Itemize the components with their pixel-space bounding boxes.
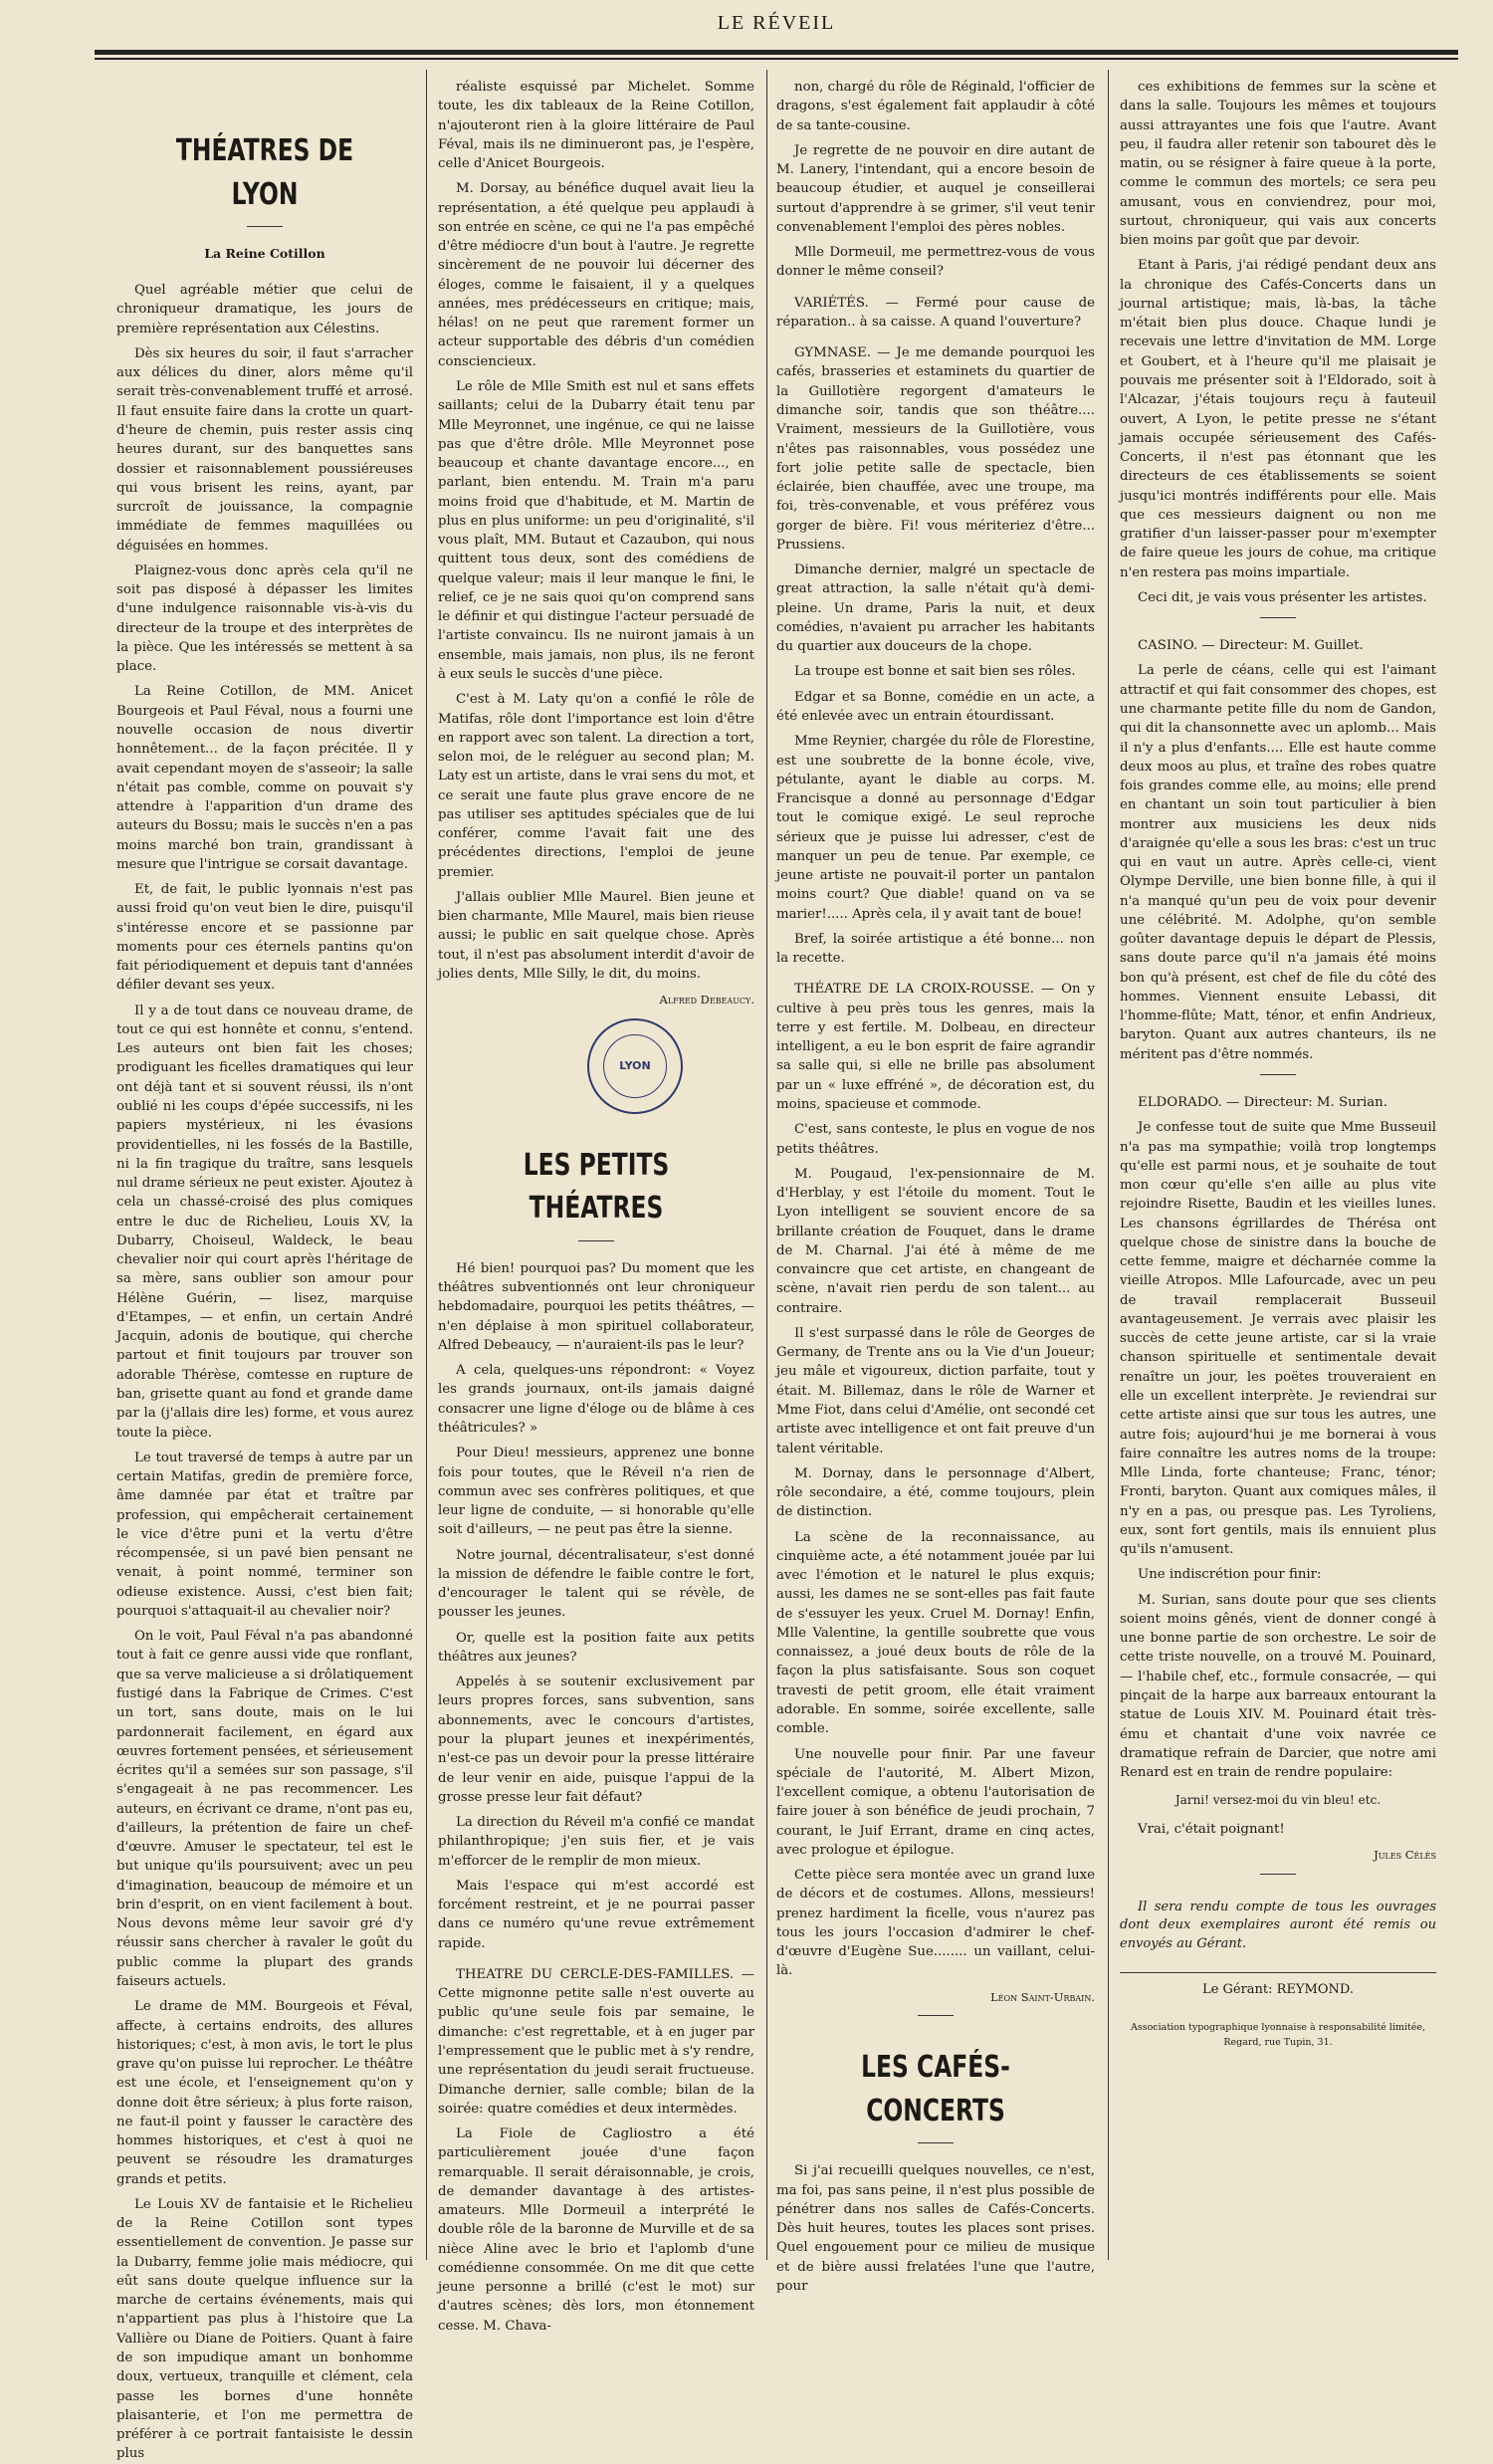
paragraph: Pour Dieu! messieurs, apprenez une bonne fois pour toutes, que le Réveil n'a rien de commun avec ses confrères politiques, et que leur ligne de conduite, — si honorable qu'elle soit d'ailleurs, — ne peut pas être la sienne.	[438, 1446, 754, 1538]
section-gymnase: GYMNASE. — Je me demande pourquoi les cafés, brasseries et estaminets du quartier de la Guillotière regorgent d'amateurs le dimanche soir, tandis que son théâtre.... Vraiment, messieurs de la Guillotière, vous n'êtes pas raisonnables, vous possédez une fort jolie petite salle de spectacle, bien éclairée, bien chauffée, avec une troupe, ma foi, très-convenable, et vous préférez vous gorger de bière. Fi! vous mériteriez d'être... Prussiens.	[776, 345, 1095, 553]
paragraph: Il y a de tout dans ce nouveau drame, de tout ce qui est honnête et connu, s'entend. Les auteurs ont bien fait les choses; prodiguant les ficelles dramatiques qui leur ont déjà tant et si souvent réussi, ils n'ont oublié ni les coups d'épée successifs, ni les papiers mystérieux, ni les évasions providentielles, ni les fossés de la Bastille, ni la fin tragique du traître, sans lesquels nul drame sérieux ne peut exister. Ajoutez à cela un chassé-croisé des plus comiques entre le duc de Richelieu, Louis XV, la Dubarry, Choiseul, Waldeck, le beau chevalier noir qui court après l'héritage de sa mère, sans oublier son amour pour Hélène Guérin, — lisez, marquise d'Etampes, — et enfin, un certain André Jacquin, adonis de boutique, qui cherche partout et finit toujours par trouver son adorable Thérèse, comtesse en rupture de ban, grisette quant au fond et grande dame par la (j'allais dire les) forme, et vous aurez toute la pièce.	[116, 1003, 413, 1441]
paragraph: A cela, quelques-uns répondront: « Voyez les grands journaux, ont-ils jamais daigné consacrer une ligne d'éloge ou de blâme à ces théâtricules? »	[438, 1363, 754, 1437]
section-croix-rousse: THÉATRE DE LA CROIX-ROUSSE. — On y cultive à peu près tous les genres, mais la terre y est fertile. M. Dolbeau, en directeur intelligent, a eu le bon esprit de faire agrandir sa salle qui, si elle ne brille pas absolument par un « luxe effréné », de décoration est, du moins, spacieuse et commode.	[776, 982, 1095, 1113]
gerant-line: Le Gérant: REYMOND.	[1202, 1982, 1354, 1998]
paragraph: M. Surian, sans doute pour que ses clients soient moins gênés, vient de donner congé à une bonne partie de son orchestre. Le soir de cette triste nouvelle, on a trouvé M. Pouinard, — l'habile chef, etc., formule consacrée, — qui pinçait de la harpe aux barreaux entourant la statue de Louis XIV. M. Pouinard était très-ému et chantait d'une voix navrée ce dramatique refrain de Darcier, que notre ami Renard est en train de rendre populaire:	[1120, 1592, 1436, 1781]
paragraph: Il s'est surpassé dans le rôle de Georges de Germany, de Trente ans ou la Vie d'un Joueur; jeu mâle et vigoureux, diction parfaite, tout y était. M. Billemaz, dans le rôle de Warner et Mme Fiot, dans celui d'Amélie, ont secondé cet artiste avec intelligence et ont fait preuve d'un talent véritable.	[776, 1325, 1095, 1456]
imprint	[1120, 2020, 1436, 2050]
paragraph: Une nouvelle pour finir. Par une faveur spéciale de l'autorité, M. Albert Mizon, l'excellent comique, a obtenu l'autorisation de faire jouer à son bénéfice de jeudi prochain, 7 courant, le Juif Errant, drame en cinq actes, avec prologue et épilogue.	[776, 1746, 1095, 1858]
paragraph: Mais l'espace qui m'est accordé est forcément restreint, et je ne pourrai passer dans ce numéro qu'une revue extrêmement rapide.	[438, 1878, 754, 1951]
gerant-rule	[1120, 1972, 1436, 1973]
imprint-line-2: Regard, rue Tupin, 31.	[1223, 2037, 1333, 2049]
paragraph: Le drame de MM. Bourgeois et Féval, affecte, à certains endroits, des allures historiques; c'est, à mon avis, le tort le plus grave qu'on puisse lui reprocher. Le théâtre est une école, et l'enseignement qu'on y donne doit être sérieux; à plus forte raison, ne faut-il point y fausser le caractère des hommes historiques, et c'est à quoi ne peuvent se résoudre les dramaturges grands et petits.	[116, 1999, 413, 2187]
paragraph: La scène de la reconnaissance, au cinquième acte, a été notamment jouée par lui avec l'émotion et le naturel le plus exquis; aussi, les dames ne se sont-elles pas fait faute de s'essuyer les yeux. Cruel M. Dornay! Enfin, Mlle Valentine, la gentille soubrette que vous connaissez, a joué deux bouts de rôle de la façon la plus satisfaisante. Sous son coquet travesti de petit groom, elle était vraiment adorable. En somme, soirée excellente, salle comble.	[776, 1529, 1095, 1737]
paragraph: On le voit, Paul Féval n'a pas abandonné tout à fait ce genre aussi vide que ronflant, que sa verve malicieuse a si drôlatiquement fustigé dans la Fabrique de Crimes. C'est un tort, sans doute, mais on le lui pardonnerait facilement, en égard aux œuvres fortement pensées, et sérieusement écrites qu'il a semées sur son passage, s'il s'engageait à ne pas recommencer. Les auteurs, en écrivant ce drame, n'ont pas eu, d'ailleurs, la prétention de faire un chef-d'œuvre. Amuser le spectateur, tel est le but unique qu'ils poursuivent; avec un peu d'imagination, beaucoup de mémoire et un brin d'esprit, on en vient facilement à bout. Nous devons même leur savoir gré d'y réussir sans chercher à ravaler le goût du public comme la plupart des grands faiseurs actuels.	[116, 1629, 413, 1989]
masthead-rule	[95, 50, 1458, 55]
paragraph: La direction du Réveil m'a confié ce mandat philanthropique; j'en suis fier, et je vais m'efforcer de le remplir de mon mieux.	[438, 1815, 754, 1869]
paragraph: Mlle Dormeuil, me permettrez-vous de vous donner le même conseil?	[776, 245, 1095, 280]
signature-debeaucy: Alfred Debeaucy.	[659, 993, 754, 1008]
subheading-reine-cotillon: La Reine Cotillon	[204, 246, 325, 261]
signature-celes: Jules Célès	[1374, 1847, 1436, 1862]
paragraph: Bref, la soirée artistique a été bonne... non la recette.	[776, 931, 1095, 967]
paragraph: ces exhibitions de femmes sur la scène et dans la salle. Toujours les mêmes et toujours aussi attrayantes une fois que l'autre. Avant peu, il faudra aller retenir son tabouret dès le matin, ou se résigner à faire queue à la porte, comme le commun des mortels; ce sera peu amusant, vous en conviendrez, pour moi, surtout, chroniqueur, qui vais aux concerts bien moins par goût que par devoir.	[1120, 80, 1436, 249]
paragraph: La perle de céans, celle qui est l'aimant attractif et qui fait consommer des chopes, est une charmante petite fille du nom de Gandon, qui dit la chansonnette avec un aplomb... Mais il n'y a plus d'enfants.... Elle est haute comme deux moos au plus, et traîne des robes quatre fois grandes comme elle, au moins; elle prend en chantant un soin tout particulier à bien montrer aux musiciens les deux nids d'araignée qu'elle a sous les bras: c'est un truc qui en vaut un autre. Après celle-ci, vient Olympe Derville, une bien bonne fille, à qui il n'a manqué qu'un peu de voix pour devenir une célébrité. M. Adolphe, qu'on semble goûter davantage depuis le départ de Plessis, sans doute parce qu'il n'a jamais été moins bon qu'à présent, est chef de file du côté des hommes. Viennent ensuite Lebassi, dit l'homme-flûte; Matt, ténor, et enfin Andrieux, baryton. Quant aux autres chanteurs, ils ne méritent pas d'être nommés.	[1120, 663, 1436, 1062]
song-verse: Jarni! versez-moi du vin bleu! etc.	[1174, 1793, 1382, 1808]
section-rule	[1260, 1074, 1296, 1075]
heading-rule	[578, 1240, 614, 1241]
paragraph: Notre journal, décentralisateur, s'est donné la mission de défendre le faible contre le fort, d'encourager le talent qui se révèle, de pousser les jeunes.	[438, 1547, 754, 1621]
column-divider	[766, 70, 767, 2260]
paragraph: Hé bien! pourquoi pas? Du moment que les théâtres subventionnés ont leur chroniqueur hebdomadaire, pourquoi les petits théâtres, — n'en déplaise à mon spirituel collaborateur, Alfred Debeaucy, — n'auraient-ils pas le leur?	[438, 1260, 754, 1353]
column-3	[776, 78, 1095, 2294]
heading-theatres-de-lyon: THÉATRES DE LYON	[175, 133, 354, 212]
heading-rule	[918, 2142, 954, 2143]
paragraph: Le tout traversé de temps à autre par un certain Matifas, gredin de première force, âme damnée par état et traître par profession, qui empêcherait certainement le vice d'être puni et la vertu d'être récompensée, si un pavé bien pensant ne venait, à point nommé, terminer son odieuse existence. Aussi, c'est bien fait; pourquoi s'attaquait-il au chevalier noir?	[116, 1450, 413, 1619]
signature-saint-urbain: Léon Saint-Urbain.	[990, 1989, 1095, 2004]
paragraph: C'est, sans conteste, le plus en vogue de nos petits théâtres.	[776, 1122, 1095, 1157]
masthead	[95, 8, 1458, 58]
paragraph: Etant à Paris, j'ai rédigé pendant deux ans la chronique des Cafés-Concerts dans un journal artistique; mais, là-bas, la tâche m'était bien plus douce. Chaque lundi je recevais une lettre d'invitation de MM. Lorge et Goubert, et à l'heure qu'il me plaisait je pouvais me présenter soit à l'Eldorado, soit à l'Alcazar, j'étais toujours reçu à fauteuil ouvert, A Lyon, le petite presse ne s'étant jamais occupée sérieusement des Cafés-Concerts, il n'est pas étonnant que les directeurs de ces établissements se soient jusqu'ici montrés indifférents pour elle. Mais que ces messieurs daignent ou non me gratifier d'un laisser-passer pour m'exempter de faire queue les jours de cohue, ma critique n'en restera pas moins impartiale.	[1120, 258, 1436, 580]
paragraph: M. Dorsay, au bénéfice duquel avait lieu la représentation, a été quelque peu applaudi à son entrée en scène, ce qui ne l'a pas empêché d'être médiocre d'un bout à l'autre. Je regrette sincèrement de ne pouvoir lui décerner des éloges, comme le faisaient, il y a quelques années, mes prédécesseurs en critique; mais, hélas! on ne peut que rarement former un acteur supportable des débris d'un comédien consciencieux.	[438, 181, 754, 369]
paragraph: M. Pougaud, l'ex-pensionnaire de M. d'Herblay, y est l'étoile du moment. Tout le Lyon intelligent se souvient encore de sa brillante création de Fouquet, dans le drame de M. Charnal. J'ai été à même de me convaincre que cet artiste, en changeant de scène, n'avait rien perdu de son talent... au contraire.	[776, 1166, 1095, 1316]
paragraph: Je regrette de ne pouvoir en dire autant de M. Lanery, l'intendant, qui a encore besoin de beaucoup étudier, et auquel je conseillerai surtout d'apprendre à se grimer, s'il veut tenir convenablement l'emploi des pères nobles.	[776, 142, 1095, 235]
paragraph: La Reine Cotillon, de MM. Anicet Bourgeois et Paul Féval, nous a fourni une nouvelle occasion de nous divertir honnêtement... de la façon précitée. Il y avait cependant moyen de s'asseoir; la salle n'était pas comble, comme on pouvait s'y attendre à l'apparition d'un drame des auteurs du Bossu; mais le succès n'en a pas moins marché bon train, grandissant à mesure que l'intrigue se corsait davantage.	[116, 684, 413, 872]
paragraph: non, chargé du rôle de Réginald, l'officier de dragons, s'est également fait applaudir à côté de sa tante-cousine.	[776, 80, 1095, 133]
masthead-title: LE RÉVEIL	[717, 12, 836, 34]
paragraph: J'allais oublier Mlle Maurel. Bien jeune et bien charmante, Mlle Maurel, mais bien rieuse aussi; le public en sait quelque chose. Après tout, il n'est pas absolument interdit d'avoir de jolies dents, Mlle Silly, le dit, du moins.	[438, 889, 754, 982]
column-2	[438, 78, 754, 2334]
paragraph: Une indiscrétion pour finir:	[1138, 1567, 1322, 1583]
column-divider	[426, 70, 427, 2260]
paragraph: Ceci dit, je vais vous présenter les artistes.	[1138, 589, 1427, 605]
paragraph: Le rôle de Mlle Smith est nul et sans effets saillants; celui de la Dubarry était tenu par Mlle Meyronnet, une ingénue, ce qui ne laisse pas que d'être drôle. Mlle Meyronnet pose beaucoup et chante davantage encore..., en parlant, bien entendu. M. Train m'a paru moins froid que d'habitude, et M. Martin de plus en plus uniforme: un peu d'originalité, s'il vous plaît, MM. Butaut et Cazaubon, qui nous quittent tous deux, sont des comédiens de quelque valeur; mais il leur manque le fini, le relief, ce je ne sais quoi qu'on comprend sans le définir et qui distingue l'acteur persuadé de l'artiste convaincu. Ils ne nuiront jamais à un ensemble, mais jamais, non plus, ils ne feront à eux seuls le succès d'une pièce.	[438, 378, 754, 682]
paragraph: Je confesse tout de suite que Mme Busseuil n'a pas ma sympathie; voilà trop longtemps qu'elle est parmi nous, et je souhaite de tout mon cœur qu'elle s'en aille au plus vite rejoindre Risette, Baudin et les vieilles lunes. Les chansons égrillardes de Thérésa ont quelque chose de sinistre dans la bouche de cette femme, maigre et décharnée comme la vieille Atropos. Mlle Lafourcade, avec un peu de travail remplacerait Busseuil avantageusement. Je verrais avec plaisir les succès de cette jeune artiste, car si la vraie chanson spirituelle et sentimentale devait renaître un jour, les poëtes trouveraient en elle un excellent interprète. Je reviendrai sur cette artiste ainsi que sur tous les autres, une autre fois; aujourd'hui je me bornerai à vous faire connaître les autres noms de la troupe: Mlle Linda, forte chanteuse; Franc, ténor; Fronti, baryton. Quant aux comiques mâles, il n'y en a pas, ou presque pas. Les Tyroliens, eux, sont fort gentils, mais ils ennuient plus qu'ils n'amusent.	[1120, 1120, 1436, 1558]
section-rule	[918, 2015, 954, 2016]
paragraph: La Fiole de Cagliostro a été particulièrement jouée d'une façon remarquable. Il serait déraisonnable, je crois, de demander davantage à des artistes-amateurs. Mlle Dormeuil a interprété le double rôle de la baronne de Murville et de sa nièce Aline avec le brio et l'aplomb d'une comédienne consommée. On me dit que cette jeune personne a brillé (c'est le mot) sur d'autres scènes; dès lors, mon étonnement cesse. M. Chava-	[438, 2127, 754, 2334]
heading-petits-theatres: LES PETITS THÉATRES	[523, 1147, 670, 1227]
paragraph: réaliste esquissé par Michelet. Somme toute, les dix tableaux de la Reine Cotillon, n'ajouteront rien à la gloire littéraire de Paul Féval, mais ils ne diminueront pas, je l'espère, celle d'Anicet Bourgeois.	[438, 80, 754, 172]
paragraph: Dimanche dernier, malgré un spectacle de great attraction, la salle n'était qu'à demi-pleine. Un drame, Paris la nuit, et deux comédies, n'avaient pu arracher les habitants du quartier aux douceurs de la chope.	[776, 562, 1095, 655]
heading-rule	[247, 226, 283, 227]
section-casino: CASINO. — Directeur: M. Guillet.	[1138, 638, 1364, 654]
paragraph: Appelés à se soutenir exclusivement par leurs propres forces, sans subvention, sans abonnements, avec le concours d'artistes, pour la plupart jeunes et inexpérimentés, n'est-ce pas un devoir pour la presse littéraire de leur venir en aide, puisque l'appui de la grosse presse leur fait défaut?	[438, 1675, 754, 1805]
paragraph: Si j'ai recueilli quelques nouvelles, ce n'est, ma foi, pas sans peine, il n'est plus possible de pénétrer dans nos salles de Cafés-Concerts. Dès huit heures, toutes les places sont prises. Quel engouement pour ce milieu de musique et de bière aussi frelatées l'une que l'autre, pour	[776, 2163, 1095, 2294]
paragraph: Edgar et sa Bonne, comédie en un acte, a été enlevée avec un entrain étourdissant.	[776, 689, 1095, 724]
section-rule	[1260, 617, 1296, 618]
masthead-rule-thin	[95, 58, 1458, 60]
imprint-line-1: Association typographique lyonnaise à responsabilité limitée,	[1130, 2022, 1426, 2034]
paragraph: Vrai, c'était poignant!	[1138, 1821, 1285, 1837]
paragraph: M. Dornay, dans le personnage d'Albert, rôle secondaire, a été, comme toujours, plein de distinction.	[776, 1465, 1095, 1520]
column-divider	[1108, 70, 1109, 2260]
paragraph: Quel agréable métier que celui de chroniqueur dramatique, les jours de première représentation aux Célestins.	[116, 283, 413, 336]
paragraph: Mme Reynier, chargée du rôle de Florestine, est une soubrette de la bonne école, vive, pétulante, ayant le diable au corps. M. Francisque a donné au personnage d'Edgar tout le comique exigé. Le seul reproche sérieux que je puisse lui adresser, c'est de manquer un peu de tenue. Par exemple, ce jeune artiste ne pouvait-il porter un pantalon moins court? Que diable! quand on va se marier!..... Après cela, il y avait tant de boue!	[776, 734, 1095, 922]
column-1	[116, 78, 413, 2462]
column-4	[1120, 78, 1436, 2258]
section-rule	[1260, 1874, 1296, 1875]
paragraph: Et, de fait, le public lyonnais n'est pas aussi froid qu'on veut bien le dire, puisqu'il s'intéresse encore et se passionne par moments pour ces éternels pantins qu'on fait périodiquement et depuis tant d'années défiler devant ses yeux.	[116, 882, 413, 994]
paragraph: C'est à M. Laty qu'on a confié le rôle de Matifas, rôle dont l'importance est loin d'être en rapport avec son talent. La direction a tort, selon moi, de le reléguer au second plan; M. Laty est un artiste, dans le vrai sens du mot, et ce serait une faute plus grave encore de ne pas utiliser ses aptitudes spéciales que de lui conférer, comme l'avait fait une des précédentes directions, l'emploi de jeune premier.	[438, 692, 754, 880]
stamp-text: LYON	[619, 1058, 651, 1072]
heading-cafes-concerts: LES CAFÉS-CONCERTS	[861, 2050, 1010, 2128]
library-stamp	[587, 1018, 683, 1114]
paragraph: Le Louis XV de fantaisie et le Richelieu de la Reine Cotillon sont types essentiellement de convention. Je passe sur la Dubarry, femme jolie mais médiocre, qui eût sans doute quelque influence sur la marche de certains événements, mais qui n'appartient pas plus à l'histoire que La Vallière ou Diane de Poitiers. Quant à faire de son impudique amant un bonhomme doux, vertueux, tranquille et clément, cela passe les bornes d'une honnête plaisanterie, et l'on me permettra de préférer à ce portrait fantaisiste le dessin plus	[116, 2196, 413, 2462]
section-cercle-des-familles: THEATRE DU CERCLE-DES-FAMILLES. — Cette mignonne petite salle n'est ouverte au public qu'une seule fois par semaine, le dimanche: c'est regrettable, et à en juger par l'empressement que le public met à s'y rendre, une représentation du jeudi serait fructueuse. Dimanche dernier, salle comble; bilan de la soirée: quatre comédies et deux intermèdes.	[438, 1966, 754, 2117]
editor-note: Il sera rendu compte de tous les ouvrages dont deux exemplaires auront été remis ou envoyés au Gérant.	[1120, 1899, 1436, 1952]
section-varietes: VARIÉTÉS. — Fermé pour cause de réparation.. à sa caisse. A quand l'ouverture?	[776, 295, 1095, 330]
paragraph: Dès six heures du soir, il faut s'arracher aux délices du diner, alors même qu'il serait très-convenablement truffé et arrosé. Il faut ensuite faire dans la crotte un quart-d'heure de chemin, puis rester assis cinq heures durant, sur des banquettes sans dossier et raisonnablement poussiéreuses qui vous brisent les reins, ayant, par surcroît de jouissance, la compagnie immédiate de femmes maquillées ou déguisées en hommes.	[116, 345, 413, 554]
paragraph: Or, quelle est la position faite aux petits théâtres aux jeunes?	[438, 1630, 754, 1665]
paragraph: Cette pièce sera montée avec un grand luxe de décors et de costumes. Allons, messieurs! prenez hardiment la ficelle, vous n'aurez pas tous les jours l'occasion d'admirer le chef-d'œuvre d'Eugène Sue........ un vaillant, celui-là.	[776, 1868, 1095, 1979]
paragraph: La troupe est bonne et sait bien ses rôles.	[794, 664, 1076, 680]
paragraph: Plaignez-vous donc après cela qu'il ne soit pas disposé à dépasser les limites d'une indulgence raisonnable vis-à-vis du directeur de la troupe et des interprètes de la pièce. Que les intéressés se mettent à sa place.	[116, 562, 413, 675]
section-eldorado: ELDORADO. — Directeur: M. Surian.	[1138, 1095, 1387, 1111]
